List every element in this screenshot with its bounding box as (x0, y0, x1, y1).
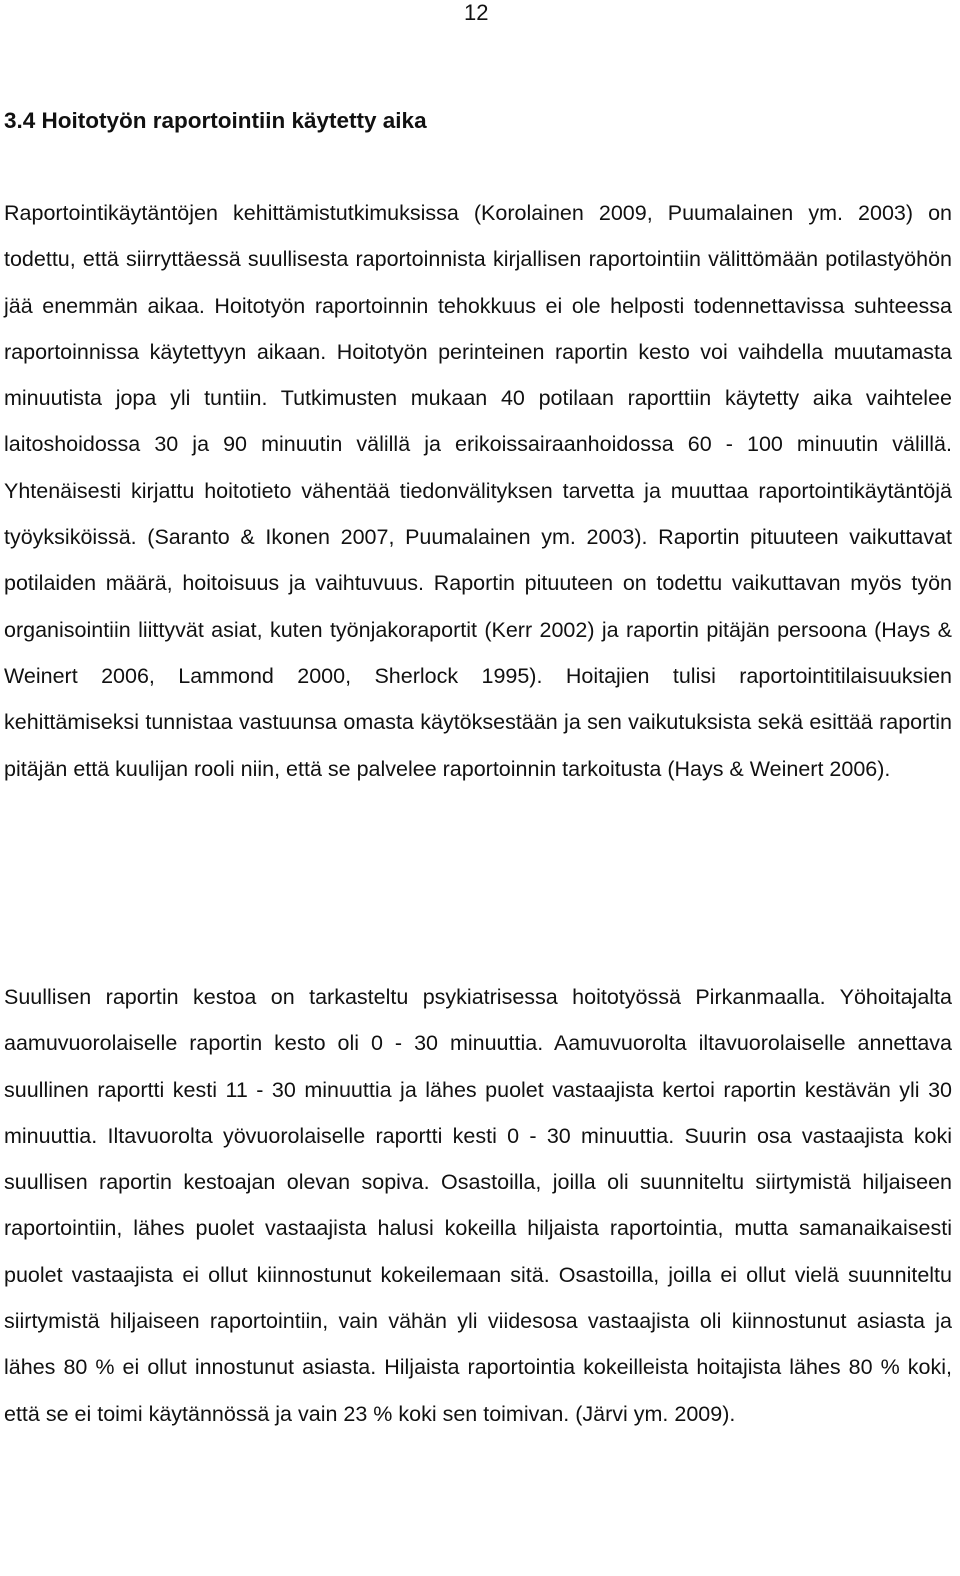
body-paragraph-2: Suullisen raportin kestoa on tarkasteltu psykiatrisessa hoitotyössä Pirkanmaalla. Yöhoitajalta aamuvuorolaiselle raportin kesto oli 0 - 30 minuuttia. Aamuvuorolta iltavuorolaiselle annettava suullinen raportti kesti 11 - 30 minuuttia ja lähes puolet vastaajista kertoi raportin kestävän yli 30 minuuttia. Iltavuorolta yövuorolaiselle raportti kesti 0 - 30 minuuttia. Suurin osa vastaajista koki suullisen raportin kestoajan olevan sopiva. Osastoilla, joilla oli suunniteltu siirtymistä hiljaiseen raportointiin, lähes puolet vastaajista halusi kokeilla hiljaista raportointia, mutta samanaikaisesti puolet vastaajista ei ollut kiinnostunut kokeilemaan sitä. Osastoilla, joilla ei ollut vielä suunniteltu siirtymistä hiljaiseen raportointiin, vain vähän yli viidesosa vastaajista oli kiinnostunut asiasta ja lähes 80 % ei ollut innostunut asiasta. Hiljaista raportointia kokeilleista hoitajista lähes 80 % koki, että se ei toimi käytännössä ja vain 23 % koki sen toimivan. (Järvi ym. 2009). (4, 985, 952, 1426)
body-paragraph-1: Raportointikäytäntöjen kehittämistutkimuksissa (Korolainen 2009, Puumalainen ym. 2003) on todettu, että siirryttäessä suullisesta raportoinnista kirjallisen raportointiin välittömään potilastyöhön jää enemmän aikaa. Hoitotyön raportoinnin tehokkuus ei ole helposti todennettavissa suhteessa raportoinnissa käytettyyn aikaan. Hoitotyön perinteinen raportin kesto voi vaihdella muutamasta minuutista jopa yli tuntiin. Tutkimusten mukaan 40 potilaan raporttiin käytetty aika vaihtelee laitoshoidossa 30 ja 90 minuutin välillä ja erikoissairaanhoidossa 60 - 100 minuutin välillä. Yhtenäisesti kirjattu hoitotieto vähentää tiedonvälityksen tarvetta ja muuttaa raportointikäytäntöjä työyksiköissä. (Saranto & Ikonen 2007, Puumalainen ym. 2003). Raportin pituuteen vaikuttavat potilaiden määrä, hoitoisuus ja vaihtuvuus. Raportin pituuteen on todettu vaikuttavan myös työn organisointiin liittyvät asiat, kuten työnjakoraportit (Kerr 2002) ja raportin pitäjän persoona (Hays & Weinert 2006, Lammond 2000, Sherlock 1995). Hoitajien tulisi raportointitilaisuuksien kehittämiseksi tunnistaa vastuunsa omasta käytöksestään ja sen vaikutuksista sekä esittää raportin pitäjän että kuulijan rooli niin, että se palvelee raportoinnin tarkoitusta (Hays & Weinert 2006). (4, 201, 952, 781)
page-number: 12 (464, 0, 489, 25)
section-heading: 3.4 Hoitotyön raportointiin käytetty aika (4, 108, 427, 133)
